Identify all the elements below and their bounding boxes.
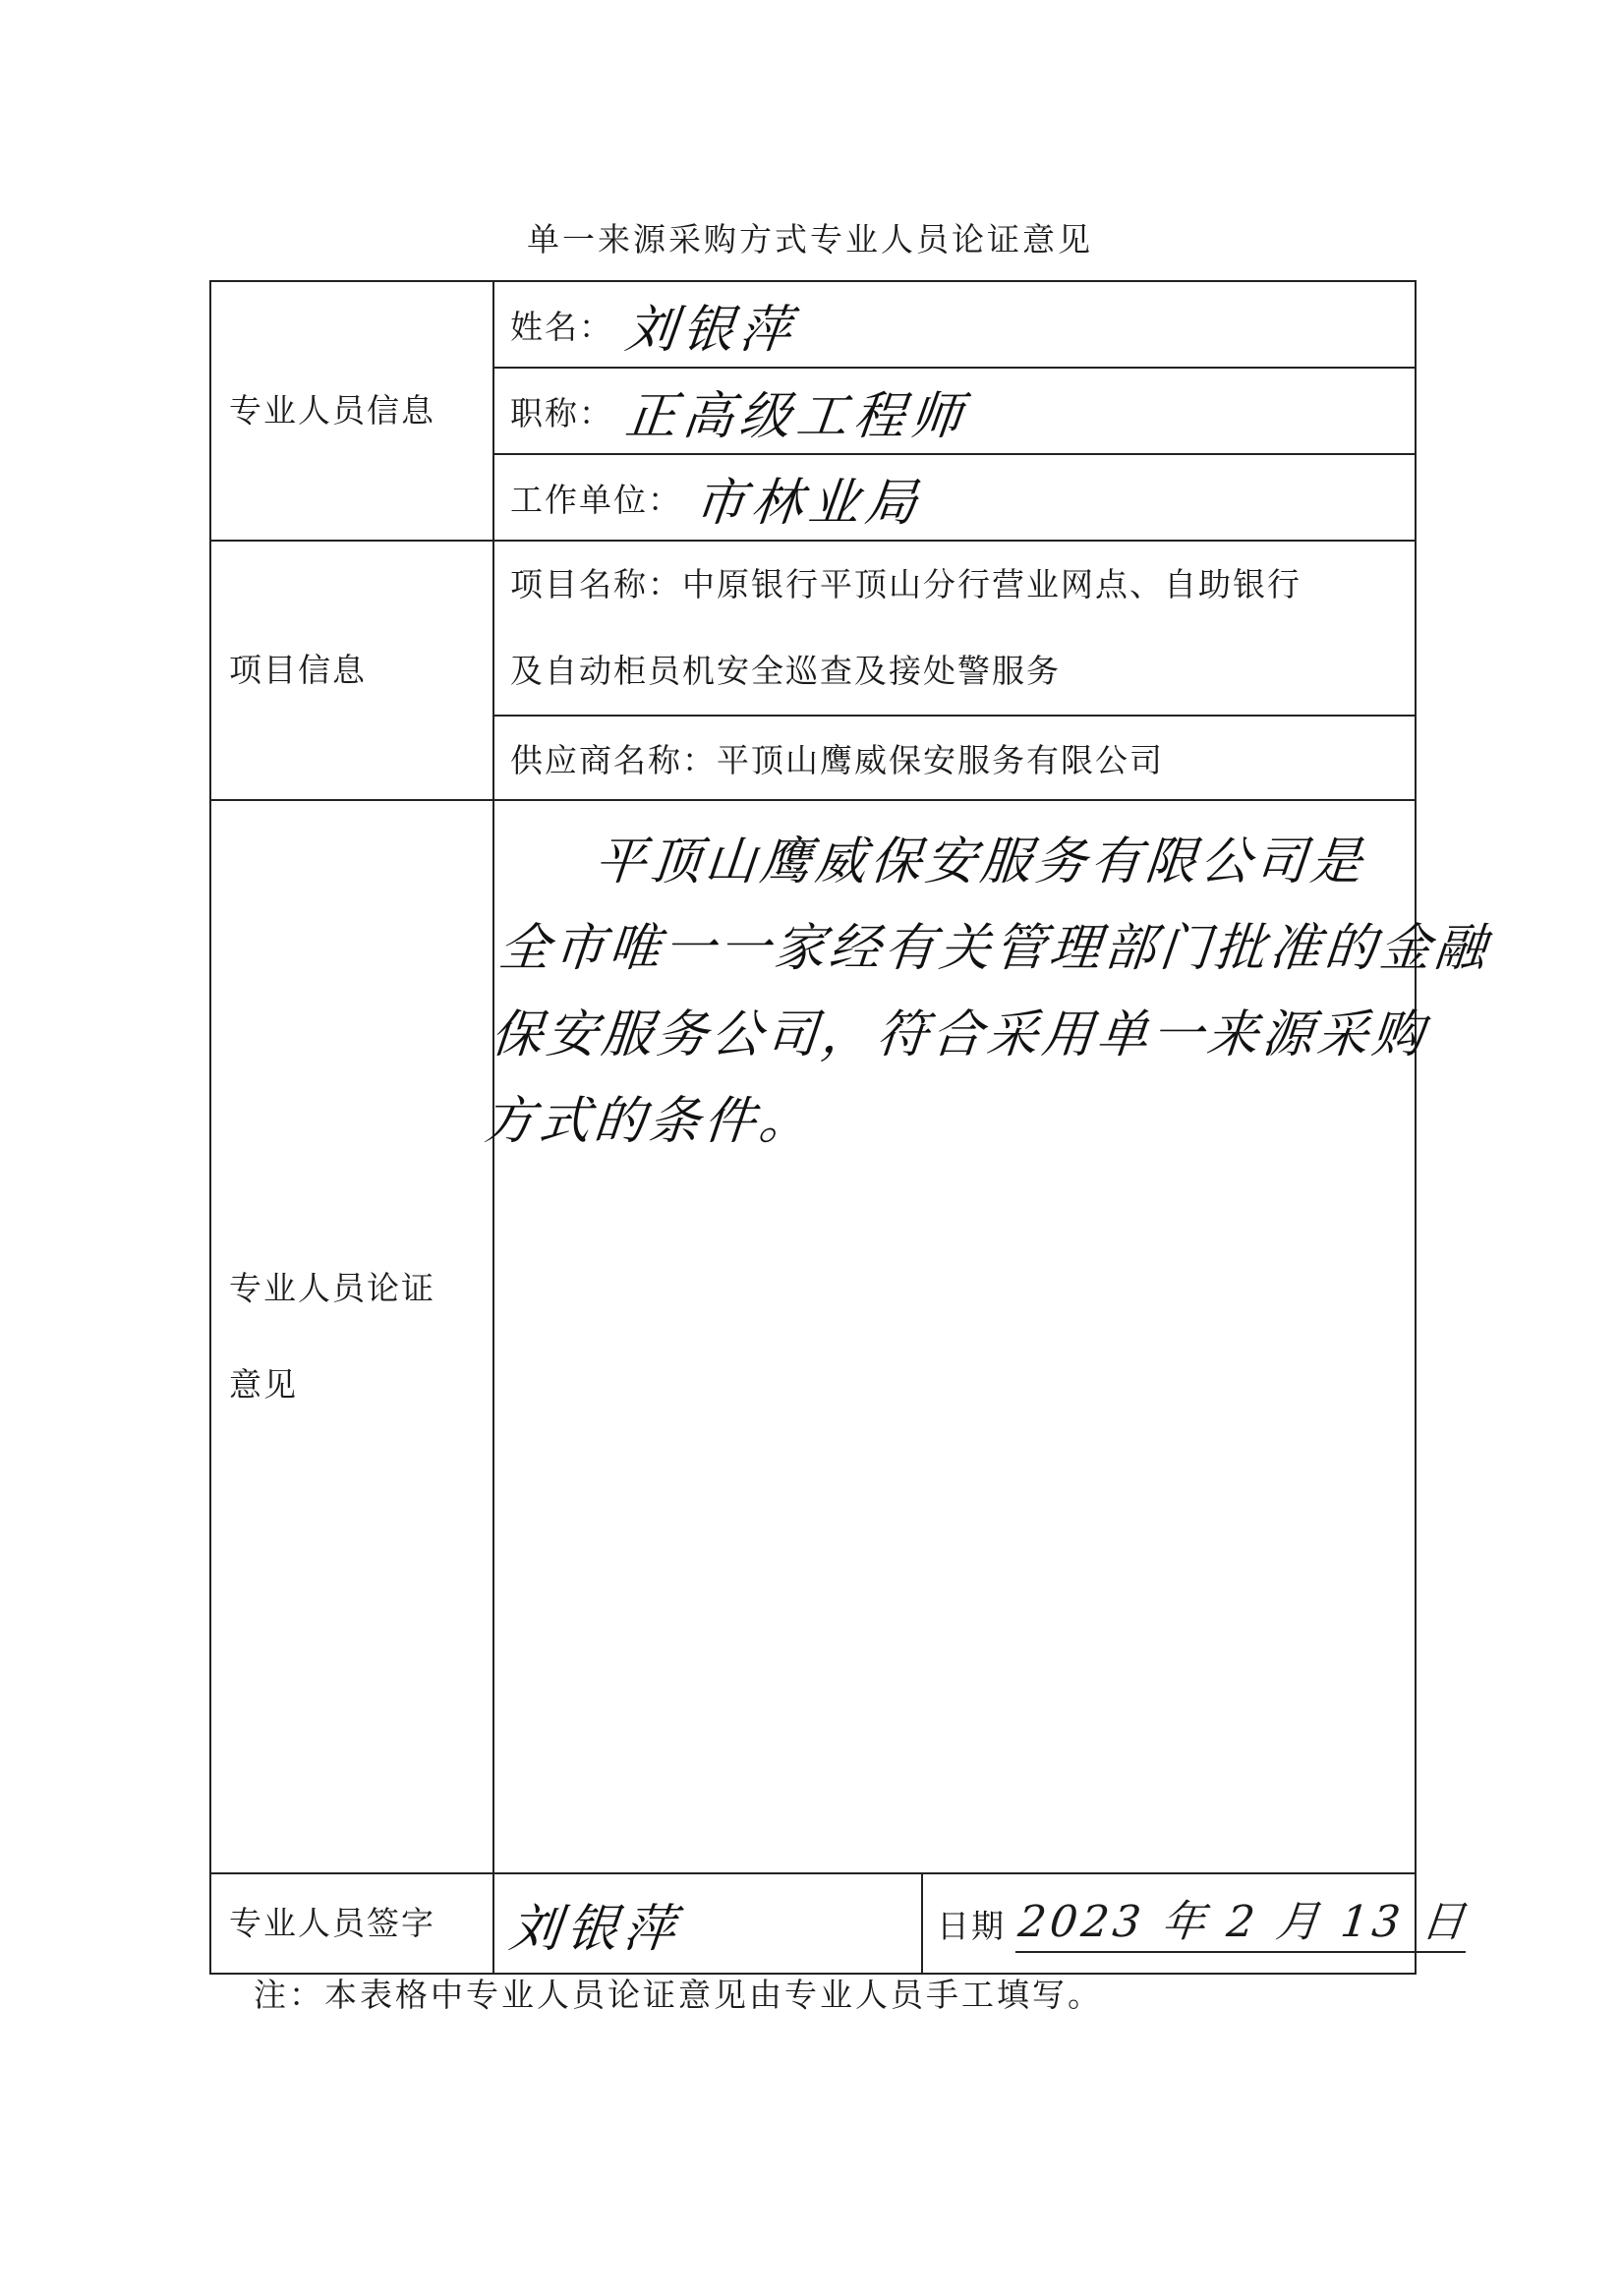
opinion-line-3: 保安服务公司，符合采用单一来源采购: [489, 1005, 1430, 1064]
date-label: 日期: [937, 1906, 1006, 1945]
project-name-line1: 中原银行平顶山分行营业网点、自助银行: [682, 565, 1302, 603]
signature-cell: [493, 1873, 922, 1974]
handwritten-opinion: [480, 819, 1493, 1165]
employer-label: 工作单位：: [510, 480, 682, 519]
employer-row: [493, 454, 1416, 541]
date-cell: [922, 1873, 1472, 1974]
project-info-section-label: 项目信息: [210, 541, 493, 800]
opinion-line-4: 方式的条件。: [481, 1092, 817, 1151]
name-row: [493, 281, 1416, 368]
title-label: 职称：: [510, 393, 613, 432]
project-name-label: 项目名称：: [510, 565, 682, 603]
project-name-line2: 及自动柜员机安全巡查及接处警服务: [510, 652, 1061, 690]
title-value: 正高级工程师: [621, 386, 971, 446]
opinion-label-line2: 意见: [229, 1365, 298, 1404]
opinion-line-1: 平顶山鹰威保安服务有限公司是: [592, 832, 1368, 891]
opinion-text-area: [481, 800, 1493, 1873]
name-value: 刘银萍: [621, 300, 800, 360]
supplier-label: 供应商名称：: [510, 740, 717, 779]
page-title: 单一来源采购方式专业人员论证意见: [527, 220, 1093, 258]
employer-value: 市林业局: [690, 473, 926, 533]
title-row: [493, 368, 1416, 454]
argument-form-table: [209, 280, 1493, 1975]
opinion-line-2: 全市唯一一家经有关管理部门批准的金融: [495, 919, 1493, 978]
date-value: 2023 年 2 月 13 日: [1014, 1894, 1471, 1953]
project-name-row: [493, 541, 1416, 716]
opinion-label-line1: 专业人员论证: [229, 1269, 435, 1307]
signature-section-label: 专业人员签字: [210, 1873, 493, 1974]
signature-value: 刘银萍: [506, 1899, 684, 1959]
opinion-section-label: [210, 800, 493, 1873]
supplier-row: [493, 716, 1416, 800]
expert-info-section-label: 专业人员信息: [210, 281, 493, 541]
footnote: 注：本表格中专业人员论证意见由专业人员手工填写。: [254, 1976, 1103, 2014]
name-label: 姓名：: [510, 307, 613, 346]
supplier-value: 平顶山鹰威保安服务有限公司: [717, 740, 1164, 779]
